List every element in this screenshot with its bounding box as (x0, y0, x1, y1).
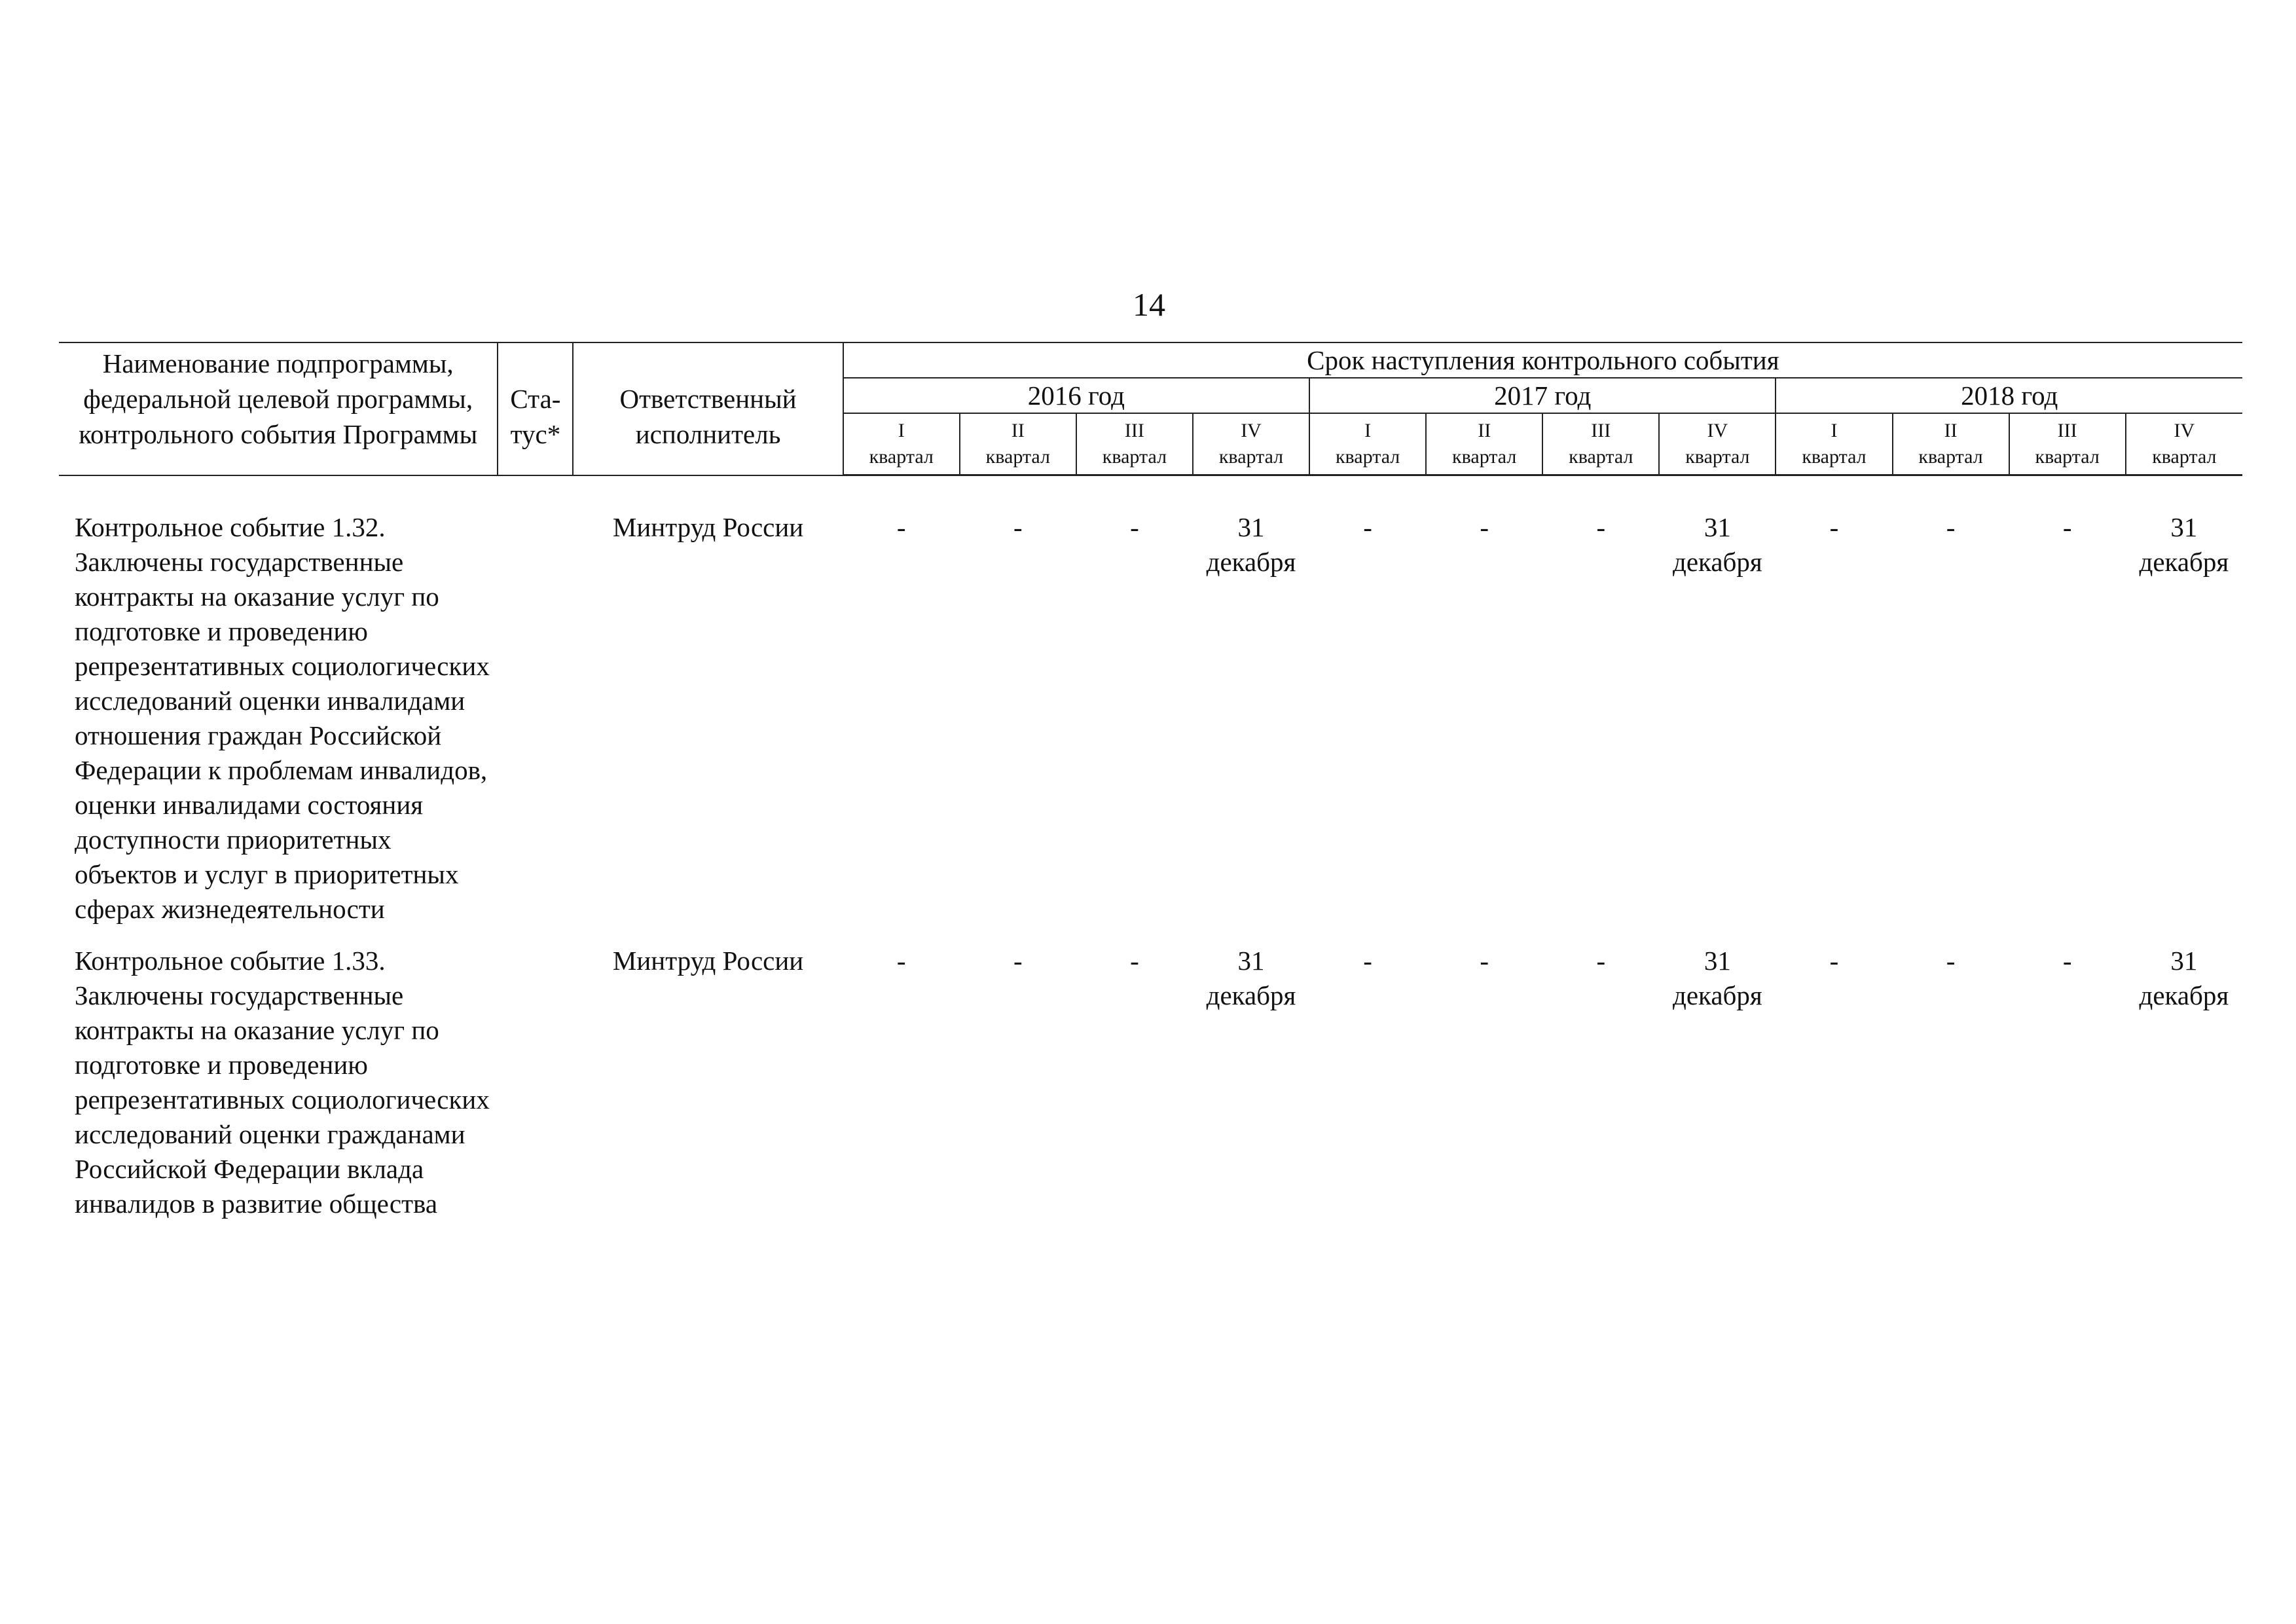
quarter-dash-cell: - (1130, 946, 1139, 976)
header-quarter-2017-1 (1309, 413, 1426, 475)
header-quarter-2018-1 (1776, 413, 1892, 475)
quarter-dash-cell: - (1480, 512, 1489, 542)
header-quarter-2018-2 (1893, 413, 2009, 475)
header-status: Ста- тус* (498, 342, 573, 475)
event-name-cell: Контрольное событие 1.33. Заключены государственные контракты на оказание услуг по подготовке и проведению репрезентативных социологических исследований оценки гражданами Российской Федерации вклада инвалидов в развитие общества (75, 946, 490, 1219)
quarter-roman-numeral: II (1478, 420, 1491, 441)
quarter-dash-cell: - (1596, 512, 1606, 542)
quarter-roman-numeral: II (1011, 420, 1025, 441)
quarter-label: квартал (1218, 446, 1284, 468)
quarter-label: квартал (1102, 446, 1167, 468)
date-day: 31 (2170, 512, 2198, 542)
quarter-dash-cell: - (896, 946, 906, 976)
quarter-roman-numeral: III (2057, 420, 2077, 441)
header-quarter-2017-3 (1542, 413, 1659, 475)
header-quarter-2016-4 (1193, 413, 1309, 475)
control-events-table (59, 342, 2242, 1238)
table-row (59, 510, 2242, 944)
header-quarter-2017-4 (1659, 413, 1776, 475)
status-cell (498, 510, 573, 944)
page-number: 14 (1133, 286, 1165, 323)
header-quarter-2017-2 (1426, 413, 1542, 475)
quarter-roman-numeral: III (1124, 420, 1144, 441)
quarter-label: квартал (1685, 446, 1750, 468)
quarter-roman-numeral: IV (1707, 420, 1728, 441)
date-month: декабря (1206, 547, 1296, 577)
quarter-roman-numeral: I (898, 420, 905, 441)
quarter-date-cell (2126, 510, 2242, 944)
date-month: декабря (1673, 980, 1762, 1010)
header-quarter-2016-2 (960, 413, 1076, 475)
quarter-roman-numeral: III (1591, 420, 1611, 441)
quarter-dash-cell: - (1480, 946, 1489, 976)
event-name-cell: Контрольное событие 1.32. Заключены государственные контракты на оказание услуг по подготовке и проведению репрезентативных социологических исследований оценки инвалидами отношения граждан Российской Федерации к проблемам инвалидов, оценки инвалидами состояния доступности приоритетных объектов и услуг в приоритетных сферах жизнедеятельности (75, 512, 490, 924)
quarter-roman-numeral: I (1831, 420, 1838, 441)
header-deadline: Срок наступления контрольного события (843, 342, 2242, 378)
status-cell (498, 944, 573, 1238)
quarter-date-cell (2126, 944, 2242, 1238)
header-name: Наименование подпрограммы, федеральной целевой программы, контрольного события Программы (59, 342, 498, 475)
quarter-label: квартал (1335, 446, 1400, 468)
date-day: 31 (1237, 946, 1265, 976)
date-day: 31 (2170, 946, 2198, 976)
header-year-2016: 2016 год (843, 378, 1309, 413)
quarter-date-cell (1193, 510, 1309, 944)
quarter-dash-cell: - (1130, 512, 1139, 542)
quarter-dash-cell: - (1363, 946, 1372, 976)
quarter-label: квартал (1802, 446, 1867, 468)
quarter-dash-cell: - (1013, 946, 1023, 976)
quarter-label: квартал (1452, 446, 1517, 468)
date-day: 31 (1704, 512, 1731, 542)
date-month: декабря (1206, 980, 1296, 1010)
quarter-roman-numeral: IV (2174, 420, 2195, 441)
executor-cell: Минтруд России (612, 946, 804, 976)
header-quarter-2016-1 (843, 413, 960, 475)
quarter-dash-cell: - (1946, 512, 1956, 542)
quarter-dash-cell: - (1363, 512, 1372, 542)
quarter-label: квартал (2035, 446, 2100, 468)
quarter-date-cell (1193, 944, 1309, 1238)
quarter-dash-cell: - (1946, 946, 1956, 976)
date-day: 31 (1237, 512, 1265, 542)
quarter-label: квартал (985, 446, 1050, 468)
quarter-label: квартал (1569, 446, 1633, 468)
table-row (59, 944, 2242, 1238)
date-month: декабря (2139, 980, 2229, 1010)
quarter-roman-numeral: IV (1241, 420, 1262, 441)
date-day: 31 (1704, 946, 1731, 976)
header-year-2017: 2017 год (1309, 378, 1776, 413)
quarter-dash-cell: - (2062, 512, 2072, 542)
quarter-dash-cell: - (896, 512, 906, 542)
header-executor: Ответственный исполнитель (573, 342, 843, 475)
quarter-dash-cell: - (2062, 946, 2072, 976)
quarter-dash-cell: - (1829, 946, 1839, 976)
header-quarter-2016-3 (1076, 413, 1193, 475)
quarter-roman-numeral: II (1944, 420, 1958, 441)
quarter-dash-cell: - (1829, 512, 1839, 542)
quarter-roman-numeral: I (1364, 420, 1372, 441)
quarter-label: квартал (2152, 446, 2217, 468)
header-year-2018: 2018 год (1776, 378, 2242, 413)
header-quarter-2018-4 (2126, 413, 2242, 475)
quarter-label: квартал (869, 446, 934, 468)
quarter-dash-cell: - (1013, 512, 1023, 542)
executor-cell: Минтруд России (612, 512, 804, 542)
header-quarter-2018-3 (2009, 413, 2126, 475)
date-month: декабря (2139, 547, 2229, 577)
quarter-dash-cell: - (1596, 946, 1606, 976)
quarter-label: квартал (1918, 446, 1983, 468)
date-month: декабря (1673, 547, 1762, 577)
quarter-date-cell (1659, 944, 1776, 1238)
quarter-date-cell (1659, 510, 1776, 944)
